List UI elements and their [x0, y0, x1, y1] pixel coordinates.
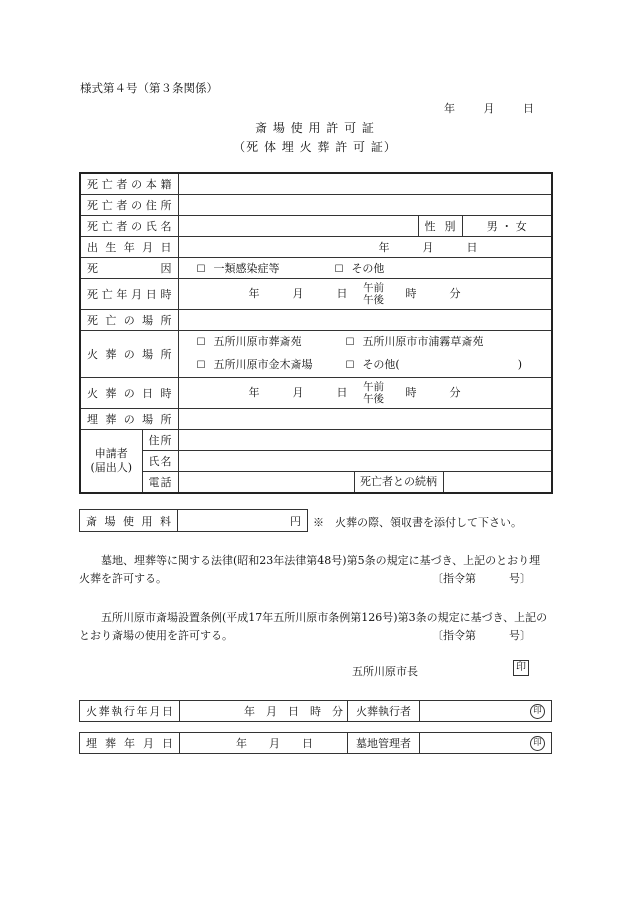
fee-unit: 円: [290, 514, 301, 528]
field-cremation-exec-date[interactable]: 年 月 日 時 分: [180, 701, 348, 722]
checkbox-icon[interactable]: ☐: [196, 264, 206, 275]
cremation-exec-table: [79, 700, 552, 722]
field-name[interactable]: [178, 216, 418, 237]
label-app-address: 住所: [142, 430, 178, 451]
field-cremation-place[interactable]: [178, 331, 552, 378]
label-burial-date: 埋葬年月日: [80, 733, 180, 754]
field-cremation-executor[interactable]: [420, 701, 552, 722]
death-ymd: 年 月 日: [248, 287, 348, 300]
fee-table: [79, 509, 308, 532]
pm-label: 午後: [363, 294, 384, 306]
field-address[interactable]: [178, 195, 552, 216]
fee-note: ※ 火葬の際、領収書を添付して下さい。: [313, 516, 522, 529]
label-cremation-place: 火葬の場所: [80, 331, 178, 378]
cause-option-2: その他: [351, 262, 385, 275]
label-cremation-datetime: 火葬の日時: [80, 378, 178, 409]
field-cause[interactable]: [178, 258, 552, 279]
place-line-1: [197, 331, 548, 354]
row-death-datetime: [80, 279, 552, 310]
field-relation[interactable]: [444, 472, 552, 492]
document-subtitle: （死 体 埋 火 葬 許 可 証）: [233, 140, 397, 154]
label-death-datetime: 死亡年月日時: [80, 279, 178, 310]
label-cremation-executor: 火葬執行者: [348, 701, 420, 722]
label-cremation-exec-date: 火葬執行年月日: [80, 701, 180, 722]
row-applicant-address: [80, 430, 552, 451]
place-option-2: 五所川原市市浦霧草斎苑: [362, 335, 484, 348]
field-birth[interactable]: 年 月 日: [178, 237, 552, 258]
cremation-ymd: 年 月 日: [248, 386, 348, 399]
ampm-stack: [363, 381, 384, 405]
checkbox-icon[interactable]: ☐: [196, 360, 206, 371]
field-fee[interactable]: [178, 510, 308, 532]
mayor-name: 五所川原市長: [352, 665, 418, 678]
paragraph-2-ref: 〔指令第 号〕: [432, 629, 531, 642]
label-relation: 死亡者との続柄: [355, 472, 444, 492]
checkbox-icon[interactable]: ☐: [334, 264, 344, 275]
label-cause: 死 因: [80, 258, 178, 279]
field-cemetery-manager[interactable]: [420, 733, 552, 754]
death-hm: 時 分: [405, 287, 461, 300]
label-fee: 斎場使用料: [80, 510, 178, 532]
am-label: 午前: [363, 381, 384, 393]
checkbox-icon[interactable]: ☐: [196, 337, 206, 348]
date-month: 月: [483, 102, 495, 115]
am-label: 午前: [363, 282, 384, 294]
row-honseki: [80, 173, 552, 195]
field-death-datetime[interactable]: [178, 279, 552, 310]
field-app-address[interactable]: [178, 430, 552, 451]
label-birth: 出生年月日: [80, 237, 178, 258]
applicant-sub-label: (届出人): [90, 461, 133, 474]
row-death-place: [80, 310, 552, 331]
place-option-1: 五所川原市葬斎苑: [213, 335, 302, 348]
cause-option-1: 一類感染症等: [213, 262, 280, 275]
row-cremation-place: [80, 331, 552, 378]
paragraph-2-text: 五所川原市斎場設置条例(平成17年五所川原市条例第126号)第3条の規定に基づき、上記のとおり斎場の使用を許可する。: [79, 611, 548, 642]
permit-paragraph-2: [79, 609, 551, 645]
document-title: 斎 場 使 用 許 可 証: [255, 121, 375, 135]
label-death-place: 死亡の場所: [80, 310, 178, 331]
place-line-2: [197, 354, 548, 377]
row-address: [80, 195, 552, 216]
label-honseki: 死亡者の本籍: [80, 173, 178, 195]
label-address: 死亡者の住所: [80, 195, 178, 216]
row-applicant-name: [80, 451, 552, 472]
field-app-phone[interactable]: [179, 472, 355, 492]
field-honseki[interactable]: [178, 173, 552, 195]
row-name: [80, 216, 552, 237]
application-table: [79, 172, 553, 494]
date-day: 日: [523, 102, 534, 115]
place-option-4: その他(: [362, 358, 400, 371]
paragraph-1-ref: 〔指令第 号〕: [432, 572, 531, 585]
pm-label: 午後: [363, 393, 384, 405]
label-burial-place: 埋葬の場所: [80, 409, 178, 430]
field-app-name[interactable]: [178, 451, 552, 472]
checkbox-icon[interactable]: ☐: [345, 360, 355, 371]
label-app-phone: 電話: [142, 472, 178, 494]
field-burial-place[interactable]: [178, 409, 552, 430]
row-cause: [80, 258, 552, 279]
date-year: 年: [444, 102, 455, 115]
row-birth: [80, 237, 552, 258]
row-burial-place: [80, 409, 552, 430]
field-cremation-datetime[interactable]: [178, 378, 552, 409]
permit-paragraph-1: [79, 552, 551, 588]
seal-icon: 印: [530, 736, 545, 751]
row-cremation-datetime: [80, 378, 552, 409]
checkbox-icon[interactable]: ☐: [345, 337, 355, 348]
label-cemetery-manager: 墓地管理者: [348, 733, 420, 754]
label-applicant: [80, 430, 142, 494]
cremation-hm: 時 分: [405, 386, 461, 399]
label-app-name: 氏名: [142, 451, 178, 472]
label-sex: 性別: [418, 216, 462, 237]
paragraph-1-text: 墓地、埋葬等に関する法律(昭和23年法律第48号)第5条の規定に基づき、上記のとおり埋火葬を許可する。: [79, 554, 541, 585]
burial-exec-table: [79, 732, 552, 754]
ampm-stack: [363, 282, 384, 306]
row-applicant-phone: [80, 472, 552, 494]
label-name: 死亡者の氏名: [80, 216, 178, 237]
place-option-3: 五所川原市金木斎場: [213, 358, 313, 371]
mayor-seal-icon: 印: [513, 660, 529, 676]
field-death-place[interactable]: [178, 310, 552, 331]
applicant-label: 申請者: [94, 447, 128, 460]
field-app-phone-group: [178, 472, 552, 494]
form-number: 様式第４号（第３条関係）: [80, 81, 218, 95]
place-option-4-close: ): [517, 358, 523, 371]
seal-icon: 印: [530, 704, 545, 719]
issue-date: [444, 100, 534, 116]
field-burial-date[interactable]: 年 月 日: [180, 733, 348, 754]
field-sex[interactable]: 男 ・ 女: [462, 216, 552, 237]
